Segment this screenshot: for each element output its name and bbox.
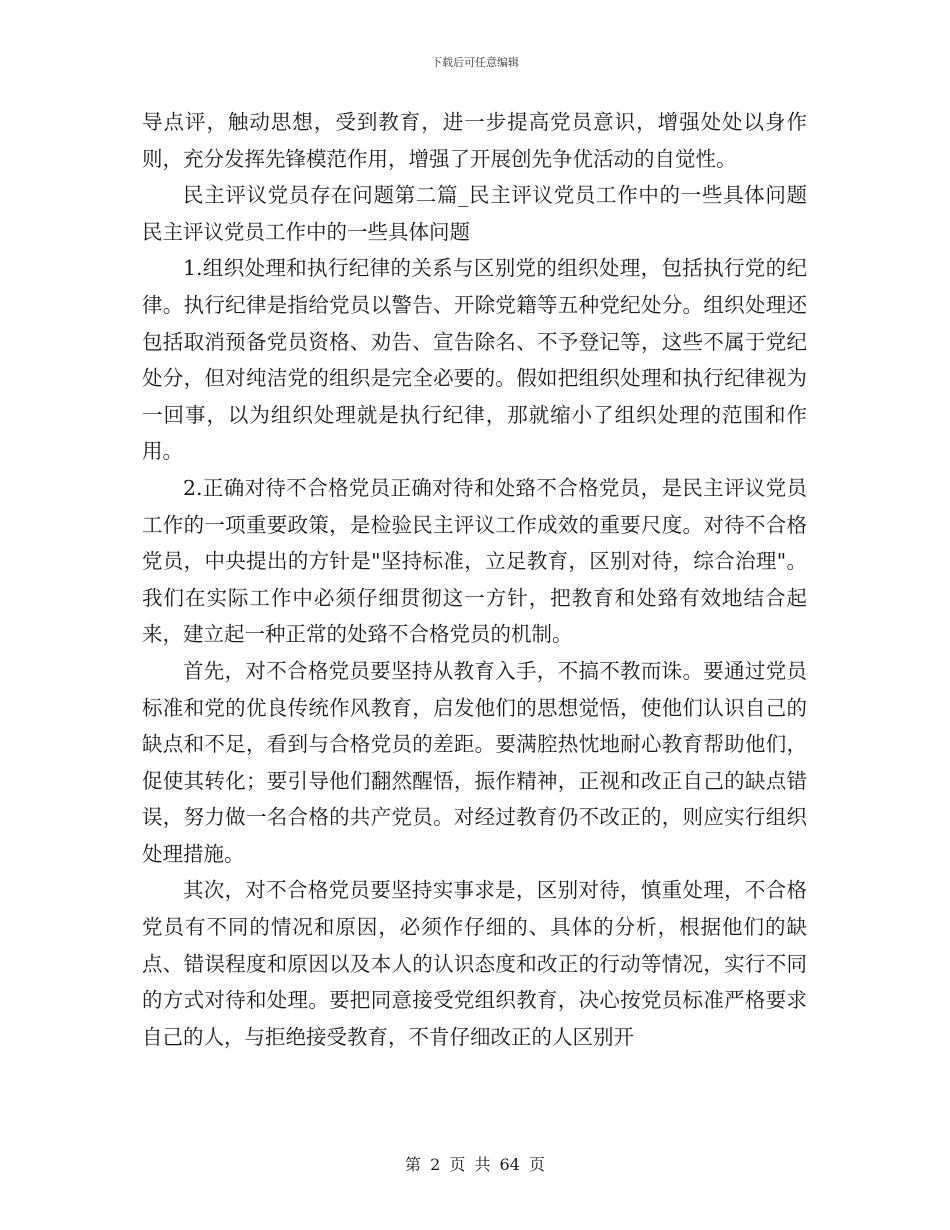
paragraph-1: 导点评，触动思想，受到教育，进一步提高党员意识，增强处处以身作则，充分发挥先锋模范作用，增强了开展创先争优活动的自觉性。 — [142, 110, 807, 171]
document-body — [142, 104, 807, 1055]
page-header: 下载后可任意编辑 — [431, 56, 519, 69]
paragraph-6: 其次，对不合格党员要坚持实事求是，区别对待，慎重处理，不合格党员有不同的情况和原因，必须作仔细的、具体的分析，根据他们的缺点、错误程度和原因以及本人的认识态度和改正的行动等情况，实行不同的方式对待和处理。要把同意接受党组织教育，决心按党员标准严格要求自己的人，与拒绝接受教育，不肯仔细改正的人区别开 — [142, 878, 807, 1049]
paragraph-4: 2.正确对待不合格党员正确对待和处臵不合格党员，是民主评议党员工作的一项重要政策，是检验民主评议工作成效的重要尺度。对待不合格党员，中央提出的方针是"坚持标准，立足教育，区别对待，综合治理"。我们在实际工作中必须仔细贯彻这一方针，把教育和处臵有效地结合起来，建立起一种正常的处臵不合格党员的机制。 — [142, 475, 807, 647]
paragraph-3: 1.组织处理和执行纪律的关系与区别党的组织处理，包括执行党的纪律。执行纪律是指给党员以警告、开除党籍等五种党纪处分。组织处理还包括取消预备党员资格、劝告、宣告除名、不予登记等，这些不属于党纪处分，但对纯洁党的组织是完全必要的。假如把组织处理和执行纪律视为一回事，以为组织处理就是执行纪律，那就缩小了组织处理的范围和作用。 — [142, 256, 807, 464]
paragraph-5: 首先，对不合格党员要坚持从教育入手，不搞不教而诛。要通过党员标准和党的优良传统作风教育，启发他们的思想觉悟，使他们认识自己的缺点和不足，看到与合格党员的差距。要满腔热忱地耐心教育帮助他们，促使其转化；要引导他们翻然醒悟，振作精神，正视和改正自己的缺点错误，努力做一名合格的共产党员。对经过教育仍不改正的，则应实行组织处理措施。 — [142, 658, 807, 866]
paragraph-2: 民主评议党员存在问题第二篇_民主评议党员工作中的一些具体问题民主评议党员工作中的一些具体问题 — [142, 183, 807, 244]
page-footer: 第 2 页 共 64 页 — [405, 1155, 545, 1174]
